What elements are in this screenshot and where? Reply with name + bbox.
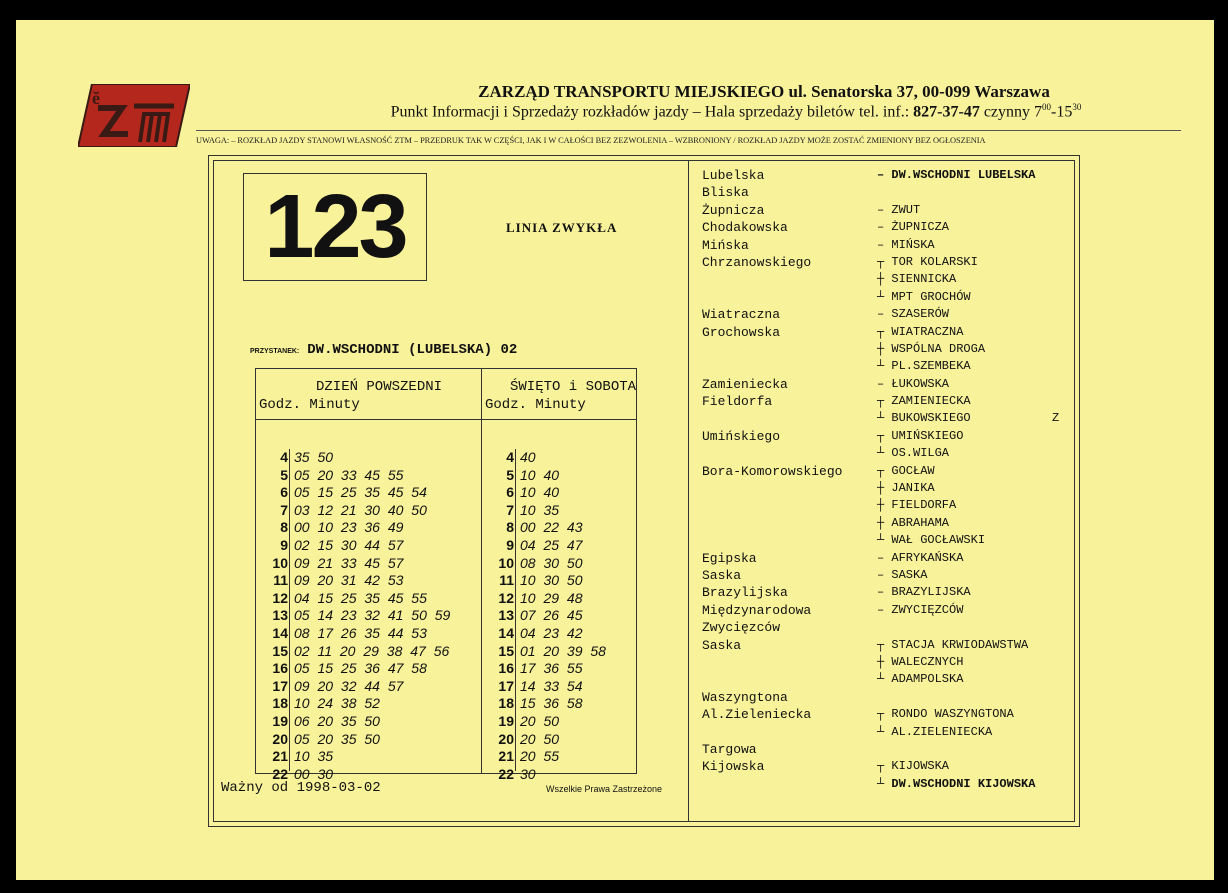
weekday-row	[256, 502, 481, 520]
header-hours-close: -15	[1051, 103, 1073, 121]
holiday-title: ŚWIĘTO i SOBOTA	[510, 379, 637, 395]
route-row	[702, 654, 1072, 671]
holiday-row	[482, 590, 636, 608]
hour-cell: 6	[280, 484, 288, 501]
departure-table	[255, 368, 637, 782]
hour-cell: 15	[498, 642, 514, 659]
weekday-row	[256, 590, 481, 608]
route-stop: ┬ ZAMIENIECKA	[877, 394, 971, 409]
route-row	[702, 515, 1072, 532]
weekday-row	[256, 607, 481, 625]
header-hours-label: czynny 7	[979, 103, 1043, 121]
weekday-rows	[256, 449, 481, 783]
route-row	[702, 237, 1072, 254]
holiday-row	[482, 695, 636, 713]
hour-cell: 5	[280, 466, 288, 483]
route-row	[702, 324, 1072, 341]
route-street: Egipska	[702, 550, 757, 566]
hour-cell: 18	[498, 695, 514, 712]
route-street: Targowa	[702, 741, 757, 757]
weekday-row	[256, 572, 481, 590]
minutes-cell: 03 12 21 30 40 50	[294, 501, 427, 518]
weekday-row	[256, 643, 481, 661]
holiday-row	[482, 660, 636, 678]
route-stop: ┬ TOR KOLARSKI	[877, 254, 978, 269]
route-stop: ┼ JANIKA	[877, 481, 935, 496]
hour-cell: 7	[280, 501, 288, 518]
route-stop: ┴ OS.WILGA	[877, 446, 950, 461]
minutes-cell: 17 36 55	[520, 660, 583, 677]
hour-cell: 16	[498, 660, 514, 677]
route-list	[702, 167, 1072, 793]
route-row	[702, 602, 1072, 619]
hour-cell: 6	[506, 484, 514, 501]
route-stop: – ZWUT	[877, 202, 921, 217]
hour-cell: 12	[272, 589, 288, 606]
route-stop: ┬ UMIŃSKIEGO	[877, 428, 964, 443]
route-stop: – AFRYKAŃSKA	[877, 550, 964, 565]
route-stop: ┴ ADAMPOLSKA	[877, 672, 964, 687]
hour-cell: 13	[498, 607, 514, 624]
route-stop: ┼ FIELDORFA	[877, 498, 957, 513]
minutes-cell: 10 24 38 52	[294, 695, 380, 712]
route-row	[702, 637, 1072, 654]
route-row	[702, 393, 1072, 410]
minutes-cell: 04 15 25 35 45 55	[294, 589, 427, 606]
route-street: Chodakowska	[702, 220, 788, 236]
holiday-row	[482, 625, 636, 643]
minutes-cell: 04 25 47	[520, 536, 583, 553]
hour-cell: 21	[498, 748, 514, 765]
weekday-row	[256, 484, 481, 502]
route-row	[702, 463, 1072, 480]
hour-cell: 12	[498, 589, 514, 606]
weekday-row	[256, 625, 481, 643]
minutes-cell: 05 15 25 35 45 54	[294, 484, 427, 501]
line-number-box	[243, 173, 427, 281]
stop-name-row	[250, 342, 517, 358]
minutes-cell: 05 20 35 50	[294, 730, 380, 747]
route-street: Waszyngtona	[702, 689, 788, 705]
minutes-cell: 14 33 54	[520, 677, 583, 694]
header-hours-close-min: 30	[1072, 102, 1082, 112]
stop-name: DW.WSCHODNI (LUBELSKA) 02	[307, 342, 518, 358]
holiday-row	[482, 731, 636, 749]
hour-cell: 20	[272, 730, 288, 747]
minutes-cell: 15 36 58	[520, 695, 583, 712]
hour-cell: 20	[498, 730, 514, 747]
hour-cell: 5	[506, 466, 514, 483]
line-type: LINIA ZWYKŁA	[506, 220, 618, 235]
holiday-row	[482, 519, 636, 537]
holiday-row	[482, 502, 636, 520]
minutes-cell: 07 26 45	[520, 607, 583, 624]
route-stop: ┼ WSPÓLNA DROGA	[877, 341, 986, 356]
route-stop: ┼ WALECZNYCH	[877, 654, 964, 669]
hour-cell: 14	[272, 624, 288, 641]
stop-label: PRZYSTANEK:	[250, 348, 300, 355]
header-hours-open-min: 00	[1042, 102, 1052, 112]
weekday-title: DZIEŃ POWSZEDNI	[316, 379, 443, 395]
hour-cell: 17	[272, 677, 288, 694]
header-title: ZARZĄD TRANSPORTU MIEJSKIEGO ul. Senatorska 37, 00-099 Warszawa	[478, 82, 1050, 101]
route-street: Saska	[702, 567, 742, 583]
route-row	[702, 532, 1072, 549]
hour-cell: 11	[499, 572, 514, 589]
weekday-row	[256, 467, 481, 485]
route-row	[702, 306, 1072, 323]
route-stop: – MIŃSKA	[877, 237, 935, 252]
route-stop: ┼ SIENNICKA	[877, 272, 957, 287]
route-zone: Z	[1052, 411, 1060, 426]
route-street: Żupnicza	[702, 202, 765, 218]
hour-cell: 16	[272, 660, 288, 677]
minutes-cell: 08 17 26 35 44 53	[294, 624, 427, 641]
route-stop: ┴ WAŁ GOCŁAWSKI	[877, 533, 986, 548]
route-stop: ┴ MPT GROCHÓW	[877, 289, 971, 304]
route-street: Chrzanowskiego	[702, 254, 812, 270]
route-street: Międzynarodowa	[702, 602, 812, 618]
hour-cell: 11	[273, 572, 288, 589]
hour-cell: 17	[498, 677, 514, 694]
hour-cell: 9	[280, 536, 288, 553]
hour-cell: 14	[498, 624, 514, 641]
minutes-cell: 10 29 48	[520, 589, 583, 606]
hour-cell: 21	[272, 748, 288, 765]
header-info-text: Punkt Informacji i Sprzedaży rozkładów jazdy – Hala sprzedaży biletów tel. inf.:	[390, 103, 914, 121]
route-stop: ┴ BUKOWSKIEGO	[877, 411, 971, 426]
valid-from: Ważny od 1998-03-02	[221, 780, 381, 796]
minutes-cell: 20 55	[520, 748, 560, 765]
weekday-row	[256, 660, 481, 678]
route-row	[702, 550, 1072, 567]
minutes-cell: 05 14 23 32 41 50 59	[294, 607, 451, 624]
minutes-cell: 05 15 25 36 47 58	[294, 660, 427, 677]
route-row	[702, 376, 1072, 393]
hour-cell: 4	[280, 449, 288, 465]
route-row	[702, 341, 1072, 358]
holiday-row	[482, 643, 636, 661]
route-street: Zamieniecka	[702, 376, 788, 392]
minutes-cell: 09 21 33 45 57	[294, 554, 404, 571]
holiday-row	[482, 555, 636, 573]
route-street: Grochowska	[702, 324, 781, 340]
weekday-row	[256, 748, 481, 766]
holiday-row	[482, 766, 636, 784]
weekday-row	[256, 537, 481, 555]
minutes-cell: 00 30	[294, 765, 334, 782]
header-info	[286, 102, 1186, 121]
route-row	[702, 254, 1072, 271]
route-row	[702, 219, 1072, 236]
holiday-rows	[482, 449, 636, 783]
weekday-row	[256, 555, 481, 573]
weekday-row	[256, 449, 481, 467]
minutes-cell: 35 50	[294, 449, 334, 465]
route-row	[702, 741, 1072, 758]
route-stop: ┬ STACJA KRWIODAWSTWA	[877, 637, 1029, 652]
column-divider	[688, 160, 689, 822]
holiday-row	[482, 678, 636, 696]
hour-cell: 4	[506, 449, 514, 465]
route-street: Wiatraczna	[702, 307, 781, 323]
hour-cell: 8	[506, 519, 514, 536]
route-row	[702, 202, 1072, 219]
svg-text:ĕ: ĕ	[92, 88, 100, 108]
route-row	[702, 358, 1072, 375]
hour-cell: 9	[506, 536, 514, 553]
route-row	[702, 689, 1072, 706]
hour-cell: 15	[272, 642, 288, 659]
route-street: Zwycięzców	[702, 620, 781, 636]
holiday-row	[482, 484, 636, 502]
route-street: Mińska	[702, 237, 749, 253]
route-row	[702, 167, 1072, 184]
hour-cell: 22	[272, 765, 288, 782]
holiday-row	[482, 713, 636, 731]
weekday-row	[256, 695, 481, 713]
route-stop: – BRAZYLIJSKA	[877, 585, 971, 600]
route-row	[702, 480, 1072, 497]
route-street: Umińskiego	[702, 428, 781, 444]
minutes-cell: 20 50	[520, 730, 560, 747]
route-row	[702, 289, 1072, 306]
route-row	[702, 271, 1072, 288]
route-stop: ┬ WIATRACZNA	[877, 324, 964, 339]
route-stop: – SZASERÓW	[877, 307, 950, 322]
route-row	[702, 706, 1072, 723]
minutes-cell: 10 40	[520, 466, 560, 483]
hour-cell: 7	[506, 501, 514, 518]
hour-cell: 10	[272, 554, 288, 571]
holiday-subtitle: Godz. Minuty	[485, 397, 586, 413]
route-row	[702, 410, 1072, 427]
holiday-row	[482, 537, 636, 555]
minutes-cell: 40	[520, 449, 536, 465]
hour-cell: 18	[272, 695, 288, 712]
minutes-cell: 08 30 50	[520, 554, 583, 571]
minutes-cell: 10 30 50	[520, 572, 583, 589]
holiday-row	[482, 449, 636, 467]
weekday-row	[256, 519, 481, 537]
weekday-row	[256, 678, 481, 696]
header-phone: 827-37-47	[913, 103, 980, 121]
route-row	[702, 445, 1072, 462]
timetable-sheet	[16, 20, 1214, 880]
holiday-row	[482, 607, 636, 625]
minutes-cell: 09 20 32 44 57	[294, 677, 404, 694]
hour-cell: 8	[280, 519, 288, 536]
minutes-cell: 04 23 42	[520, 624, 583, 641]
minutes-cell: 01 20 39 58	[520, 642, 606, 659]
rights-notice: Wszelkie Prawa Zastrzeżone	[546, 784, 663, 794]
route-stop: – ZWYCIĘZCÓW	[877, 602, 964, 617]
route-row	[702, 671, 1072, 688]
line-number: 123	[264, 177, 406, 277]
ztm-logo	[78, 84, 190, 147]
table-header-rule	[256, 419, 636, 420]
route-row	[702, 776, 1072, 793]
hour-cell: 19	[272, 712, 288, 729]
holiday-row	[482, 467, 636, 485]
route-stop: ┬ RONDO WASZYNGTONA	[877, 707, 1014, 722]
holiday-row	[482, 572, 636, 590]
minutes-cell: 10 35	[520, 501, 560, 518]
route-stop: ┴ PL.SZEMBEKA	[877, 359, 971, 374]
minutes-cell: 00 10 23 36 49	[294, 519, 404, 536]
copyright-notice: UWAGA: – ROZKŁAD JAZDY STANOWI WŁASNOŚĆ ZTM – PRZEDRUK TAK W CZĘŚCI, JAK I W CAŁOŚCI BEZ ZEZWOLENIA – WZBRONIONY / ROZKŁAD JAZDY MOŻE ZOSTAĆ ZMIENIONY BEZ OGŁOSZENIA	[196, 136, 986, 145]
weekday-row	[256, 713, 481, 731]
route-row	[702, 497, 1072, 514]
route-stop: ┼ ABRAHAMA	[877, 515, 950, 530]
route-street: Al.Zieleniecka	[702, 707, 812, 723]
hour-cell: 22	[498, 765, 514, 782]
weekday-subtitle: Godz. Minuty	[259, 397, 360, 413]
route-row	[702, 428, 1072, 445]
weekday-row	[256, 731, 481, 749]
route-row	[702, 567, 1072, 584]
route-stop: ┴ AL.ZIELENIECKA	[877, 724, 993, 739]
hour-cell: 13	[272, 607, 288, 624]
minutes-cell: 10 40	[520, 484, 560, 501]
minutes-cell: 06 20 35 50	[294, 712, 380, 729]
holiday-row	[482, 748, 636, 766]
hour-cell: 10	[498, 554, 514, 571]
route-stop: – ŻUPNICZA	[877, 220, 950, 235]
route-street: Saska	[702, 637, 742, 653]
route-stop: – ŁUKOWSKA	[877, 376, 950, 391]
route-row	[702, 758, 1072, 775]
minutes-cell: 09 20 31 42 53	[294, 572, 404, 589]
route-stop: ┴ DW.WSCHODNI KIJOWSKA	[877, 776, 1036, 791]
minutes-cell: 30	[520, 765, 536, 782]
route-stop: – SASKA	[877, 567, 928, 582]
route-stop: – DW.WSCHODNI LUBELSKA	[877, 168, 1036, 182]
minutes-cell: 02 11 20 29 38 47 56	[294, 642, 450, 659]
minutes-cell: 02 15 30 44 57	[294, 536, 404, 553]
minutes-cell: 20 50	[520, 712, 560, 729]
route-street: Bliska	[702, 185, 749, 201]
route-stop: ┬ KIJOWSKA	[877, 759, 950, 774]
minutes-cell: 10 35	[294, 748, 334, 765]
route-row	[702, 584, 1072, 601]
minutes-cell: 00 22 43	[520, 519, 583, 536]
minutes-cell: 05 20 33 45 55	[294, 466, 404, 483]
route-street: Brazylijska	[702, 585, 788, 601]
route-stop: ┬ GOCŁAW	[877, 463, 935, 478]
route-street: Lubelska	[702, 168, 765, 183]
hour-cell: 19	[498, 712, 514, 729]
route-street: Fieldorfa	[702, 394, 773, 410]
route-street: Bora-Komorowskiego	[702, 463, 843, 479]
route-row	[702, 619, 1072, 636]
route-row	[702, 184, 1072, 201]
route-row	[702, 724, 1072, 741]
header-rule	[196, 130, 1181, 131]
route-street: Kijowska	[702, 759, 765, 775]
